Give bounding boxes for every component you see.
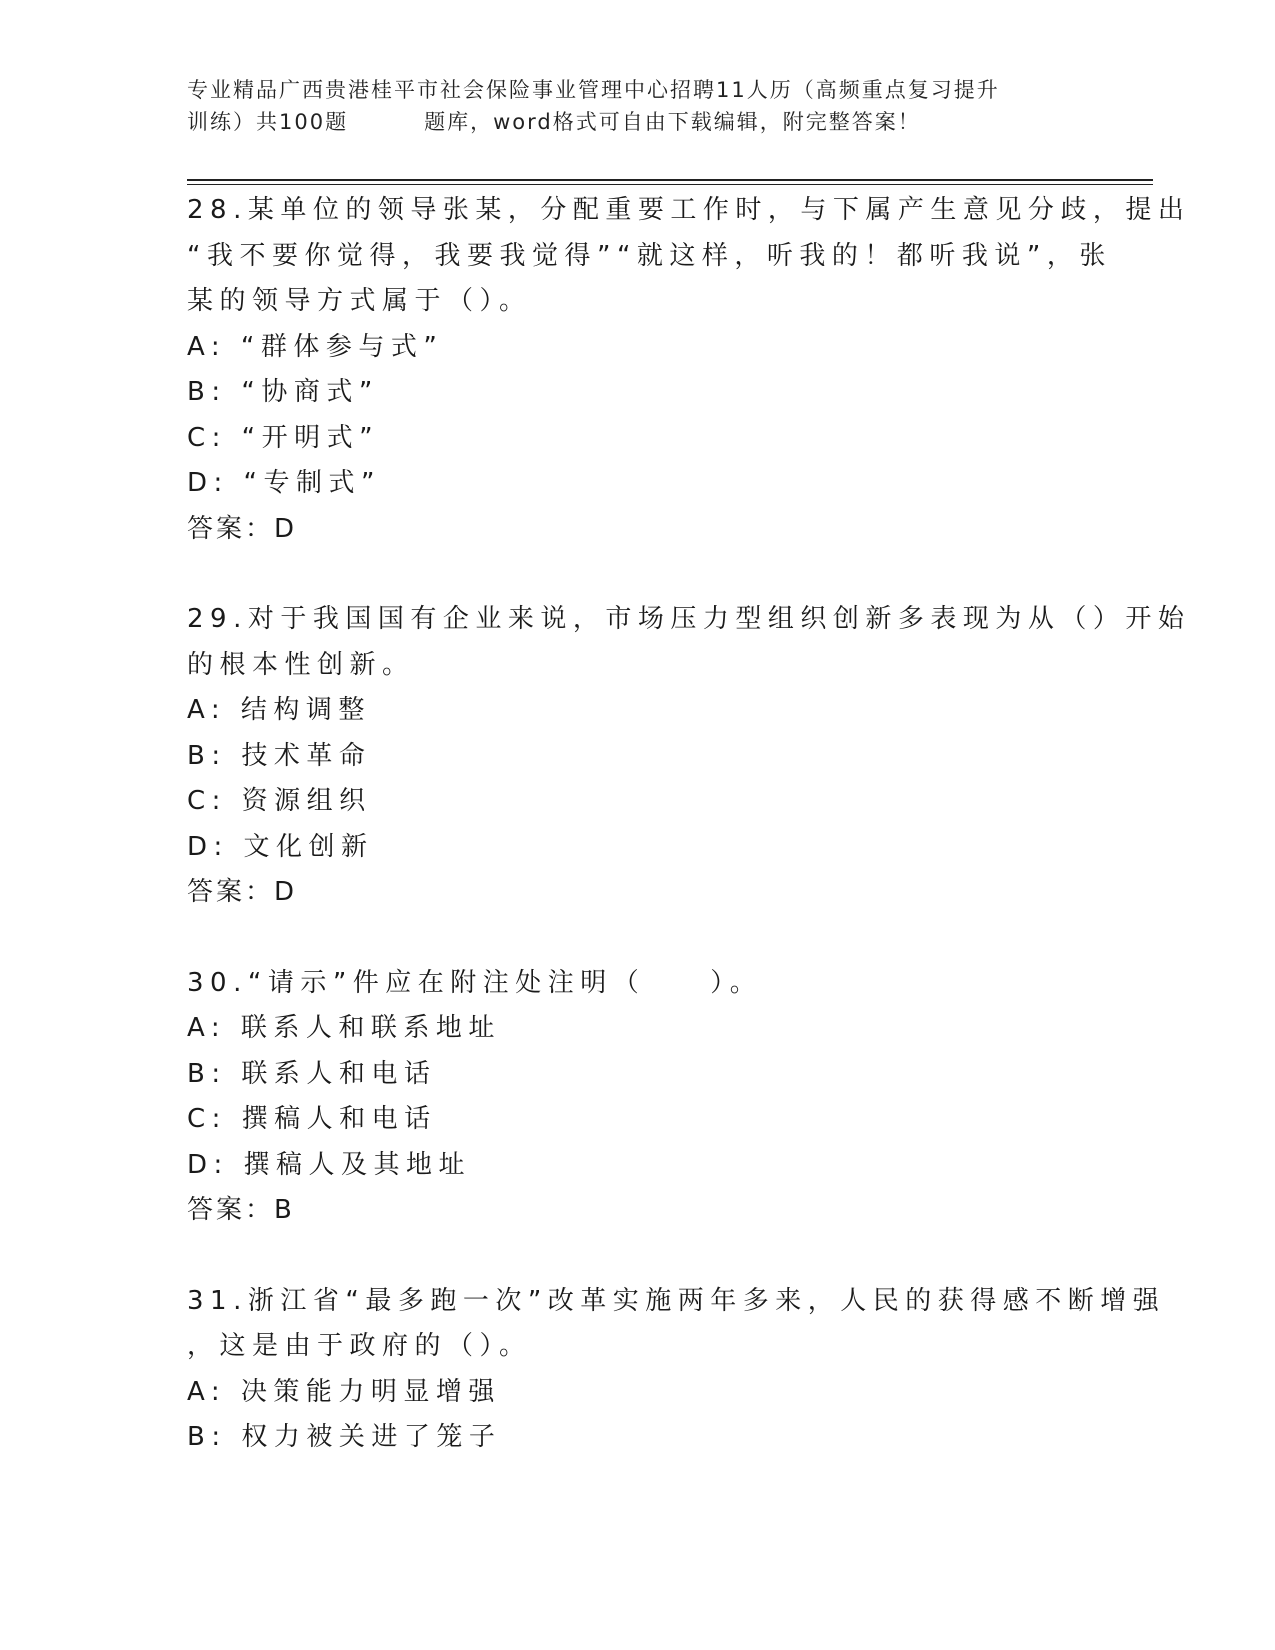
header-line-2-part-2: 题库，word格式可自由下载编辑，附完整答案！ bbox=[424, 110, 921, 134]
option-a: A: 联系人和联系地址 bbox=[187, 1013, 501, 1043]
header-line-2-part-1: 训练）共100题 bbox=[187, 110, 349, 134]
question-text-line: 30.“请示”件应在附注处注明（ ）。 bbox=[187, 967, 763, 998]
option-d: D: “专制式” bbox=[187, 468, 381, 498]
question-text bbox=[187, 1279, 1166, 1370]
option-c: C: “开明式” bbox=[187, 422, 380, 453]
question-list bbox=[187, 188, 1191, 1506]
option-b: B: 技术革命 bbox=[187, 740, 372, 771]
option-c: C: 资源组织 bbox=[187, 786, 372, 816]
page-header bbox=[187, 74, 1087, 138]
question-31 bbox=[187, 1279, 1166, 1461]
answer-line: 答案：D bbox=[187, 877, 298, 907]
question-29 bbox=[187, 597, 1191, 916]
option-b: B: 联系人和电话 bbox=[187, 1058, 437, 1089]
question-text-line: “我不要你觉得，我要我觉得”“就这样，听我的！都听我说”，张 bbox=[187, 240, 1112, 271]
question-text-line: 某的领导方式属于（）。 bbox=[187, 286, 532, 316]
question-text bbox=[187, 961, 1087, 1007]
header-divider-thin bbox=[187, 184, 1153, 185]
question-text-line: ，这是由于政府的（）。 bbox=[187, 1331, 532, 1361]
answer-line: 答案：B bbox=[187, 1195, 295, 1225]
option-d: D: 撰稿人及其地址 bbox=[187, 1149, 472, 1180]
option-a: A: 决策能力明显增强 bbox=[187, 1376, 501, 1407]
question-text bbox=[187, 188, 1191, 325]
answer-line: 答案：D bbox=[187, 513, 298, 544]
question-28 bbox=[187, 188, 1191, 552]
question-text-line: 29.对于我国国有企业来说，市场压力型组织创新多表现为从（）开始 bbox=[187, 604, 1191, 634]
question-text-line: 31.浙江省“最多跑一次”改革实施两年多来，人民的获得感不断增强 bbox=[187, 1285, 1166, 1316]
option-b: B: “协商式” bbox=[187, 377, 379, 407]
header-divider-thick bbox=[187, 179, 1153, 181]
question-text bbox=[187, 597, 1191, 688]
option-b: B: 权力被关进了笼子 bbox=[187, 1422, 502, 1452]
header-line-1: 专业精品广西贵港桂平市社会保险事业管理中心招聘11人历（高频重点复习提升 bbox=[187, 78, 1000, 102]
question-30 bbox=[187, 961, 1087, 1234]
header-line-2 bbox=[187, 106, 1087, 138]
option-a: A: 结构调整 bbox=[187, 695, 371, 725]
option-c: C: 撰稿人和电话 bbox=[187, 1104, 437, 1134]
question-text-line: 28.某单位的领导张某，分配重要工作时，与下属产生意见分歧，提出 bbox=[187, 195, 1191, 225]
option-a: A: “群体参与式” bbox=[187, 331, 444, 362]
question-text-line: 的根本性创新。 bbox=[187, 649, 415, 680]
option-d: D: 文化创新 bbox=[187, 831, 374, 862]
